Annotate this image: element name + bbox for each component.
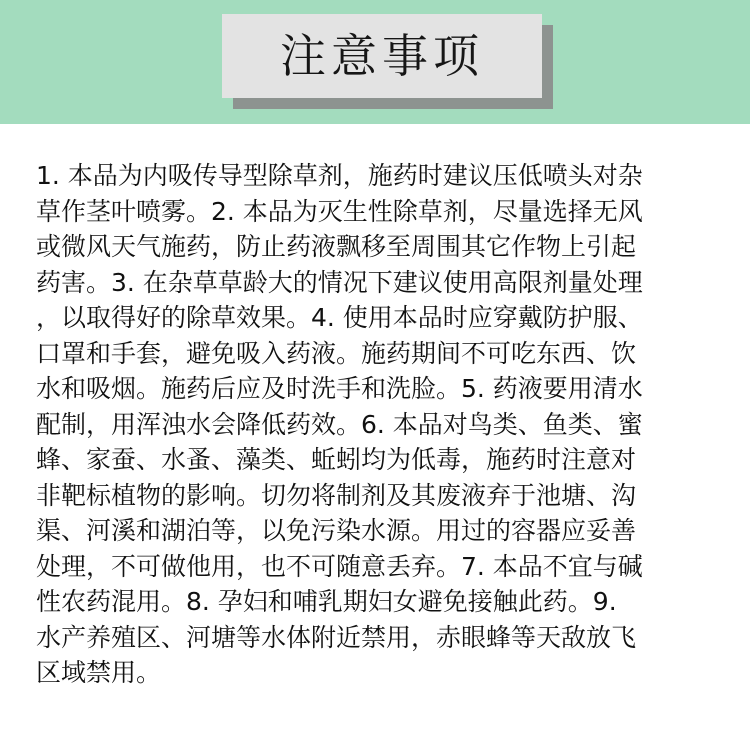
notice-line: 非靶标植物的影响。切勿将制剂及其废液弃于池塘、沟	[36, 480, 637, 510]
notice-line: 蜂、家蚕、水蚤、藻类、蚯蚓均为低毒，施药时注意对	[36, 445, 637, 474]
notice-body	[36, 158, 726, 691]
notice-line: 区域禁用。	[36, 658, 162, 687]
notice-line: 水和吸烟。施药后应及时洗手和洗脸。5. 药液要用清水	[36, 374, 643, 403]
notice-line: 性农药混用。8. 孕妇和哺乳期妇女避免接触此药。9.	[36, 587, 617, 616]
notice-line: 处理，不可做他用，也不可随意丢弃。7. 本品不宜与碱	[36, 551, 643, 581]
notice-line: ，以取得好的除草效果。4. 使用本品时应穿戴防护服、	[36, 303, 643, 332]
title-box	[222, 14, 542, 98]
notice-line: 水产养殖区、河塘等水体附近禁用，赤眼蜂等天敌放飞	[36, 622, 637, 652]
notice-line: 1. 本品为内吸传导型除草剂，施药时建议压低喷头对杂	[36, 161, 643, 190]
notice-line: 药害。3. 在杂草草龄大的情况下建议使用高限剂量处理	[36, 267, 643, 297]
notice-line: 口罩和手套，避免吸入药液。施药期间不可吃东西、饮	[36, 338, 637, 368]
notice-line: 草作茎叶喷雾。2. 本品为灭生性除草剂，尽量选择无风	[36, 196, 643, 226]
notice-line: 或微风天气施药，防止药液飘移至周围其它作物上引起	[36, 232, 637, 261]
notice-line: 配制，用浑浊水会降低药效。6. 本品对鸟类、鱼类、蜜	[36, 409, 643, 439]
notice-line: 渠、河溪和湖泊等，以免污染水源。用过的容器应妥善	[36, 516, 637, 545]
page-title: 注意事项	[280, 29, 484, 83]
